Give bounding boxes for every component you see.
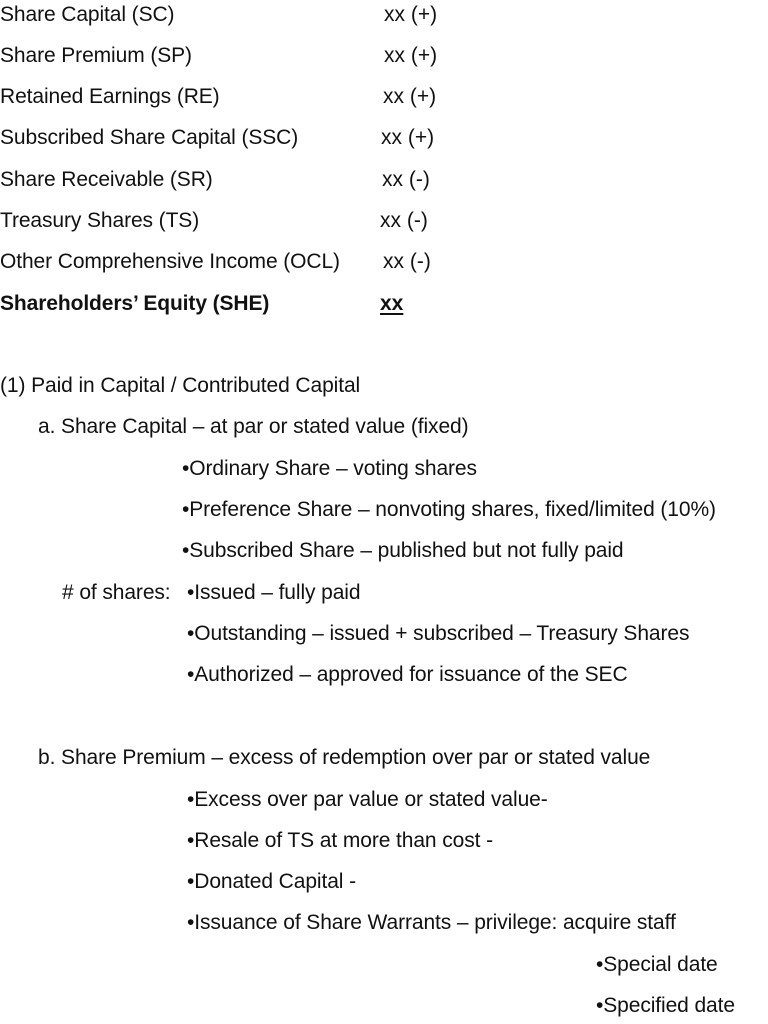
total-value: xx bbox=[380, 292, 404, 315]
bullet-item: •Preference Share – nonvoting shares, fixed/limited (10%) bbox=[182, 498, 716, 521]
equation-label: Share Receivable (SR) bbox=[0, 168, 213, 191]
bullet-item: •Outstanding – issued + subscribed – Treasury Shares bbox=[187, 622, 690, 645]
equation-value: xx (-) bbox=[382, 168, 430, 191]
equation-value: xx (+) bbox=[383, 85, 437, 108]
equation-value: xx (+) bbox=[384, 3, 438, 26]
bullet-item: •Excess over par value or stated value- bbox=[187, 788, 548, 811]
bullet-item: •Issuance of Share Warrants – privilege: acquire staff bbox=[187, 911, 676, 934]
equation-value: xx (-) bbox=[380, 209, 428, 232]
equation-value: xx (+) bbox=[384, 44, 438, 67]
subsection-a-heading: a. Share Capital – at par or stated value (fixed) bbox=[38, 415, 469, 438]
equation-label: Share Capital (SC) bbox=[0, 3, 175, 26]
total-label: Shareholders’ Equity (SHE) bbox=[0, 292, 270, 315]
bullet-item: •Donated Capital - bbox=[187, 870, 356, 893]
section-heading: (1) Paid in Capital / Contributed Capital bbox=[0, 374, 361, 397]
equation-value: xx (+) bbox=[381, 126, 435, 149]
equation-label: Treasury Shares (TS) bbox=[0, 209, 200, 232]
sub-bullet-item: •Special date bbox=[596, 953, 718, 976]
shares-label: # of shares: bbox=[62, 581, 171, 604]
equation-label: Retained Earnings (RE) bbox=[0, 85, 220, 108]
bullet-item: •Authorized – approved for issuance of the SEC bbox=[187, 663, 628, 686]
bullet-item: •Ordinary Share – voting shares bbox=[182, 457, 477, 480]
equation-label: Subscribed Share Capital (SSC) bbox=[0, 126, 299, 149]
sub-bullet-item: •Specified date bbox=[596, 994, 735, 1017]
bullet-item: •Subscribed Share – published but not fully paid bbox=[182, 539, 624, 562]
bullet-item: •Resale of TS at more than cost - bbox=[187, 829, 493, 852]
subsection-b-heading: b. Share Premium – excess of redemption over par or stated value bbox=[38, 746, 651, 769]
bullet-item: •Issued – fully paid bbox=[187, 581, 361, 604]
equation-label: Other Comprehensive Income (OCL) bbox=[0, 250, 340, 273]
equation-value: xx (-) bbox=[383, 250, 431, 273]
equation-label: Share Premium (SP) bbox=[0, 44, 192, 67]
